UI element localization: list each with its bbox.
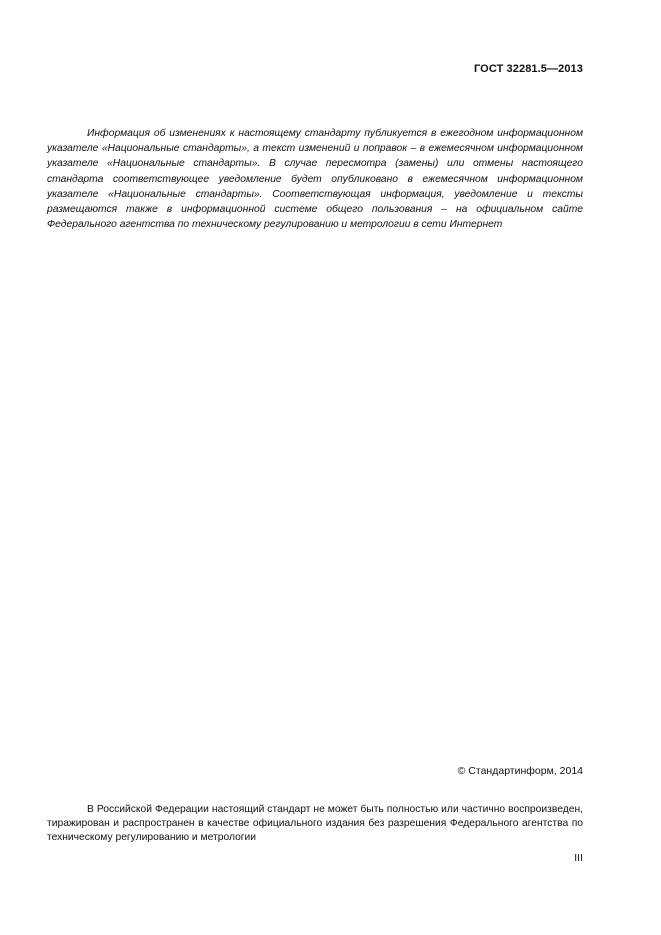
amendments-info-paragraph: Информация об изменениях к настоящему стандарту публикуется в ежегодном информационном указателе «Национальные стандарты», а текст изменений и поправок – в ежемесячном информационном указателе «Национальные стандарты». В случае пересмотра (замены) или отмены настоящего стандарта соответствующее уведомление будет опубликовано в ежемесячном информационном указателе «Национальные стандарты». Соответствующая информация, уведомление и тексты размещаются также в информационной системе общего пользования – на официальном сайте Федерального агентства по техническому регулированию и метрологии в сети Интернет — [47, 128, 583, 231]
document-code: ГОСТ 32281.5—2013 — [473, 63, 583, 75]
copyright-notice: © Стандартинформ, 2014 — [457, 765, 583, 777]
page-number: III — [574, 852, 583, 864]
reproduction-notice-paragraph: В Российской Федерации настоящий стандарт не может быть полностью или частично воспроизведен, тиражирован и распространен в качестве официального издания без разрешения Федерального агентства по техническому регулированию и метрологии — [47, 804, 583, 843]
